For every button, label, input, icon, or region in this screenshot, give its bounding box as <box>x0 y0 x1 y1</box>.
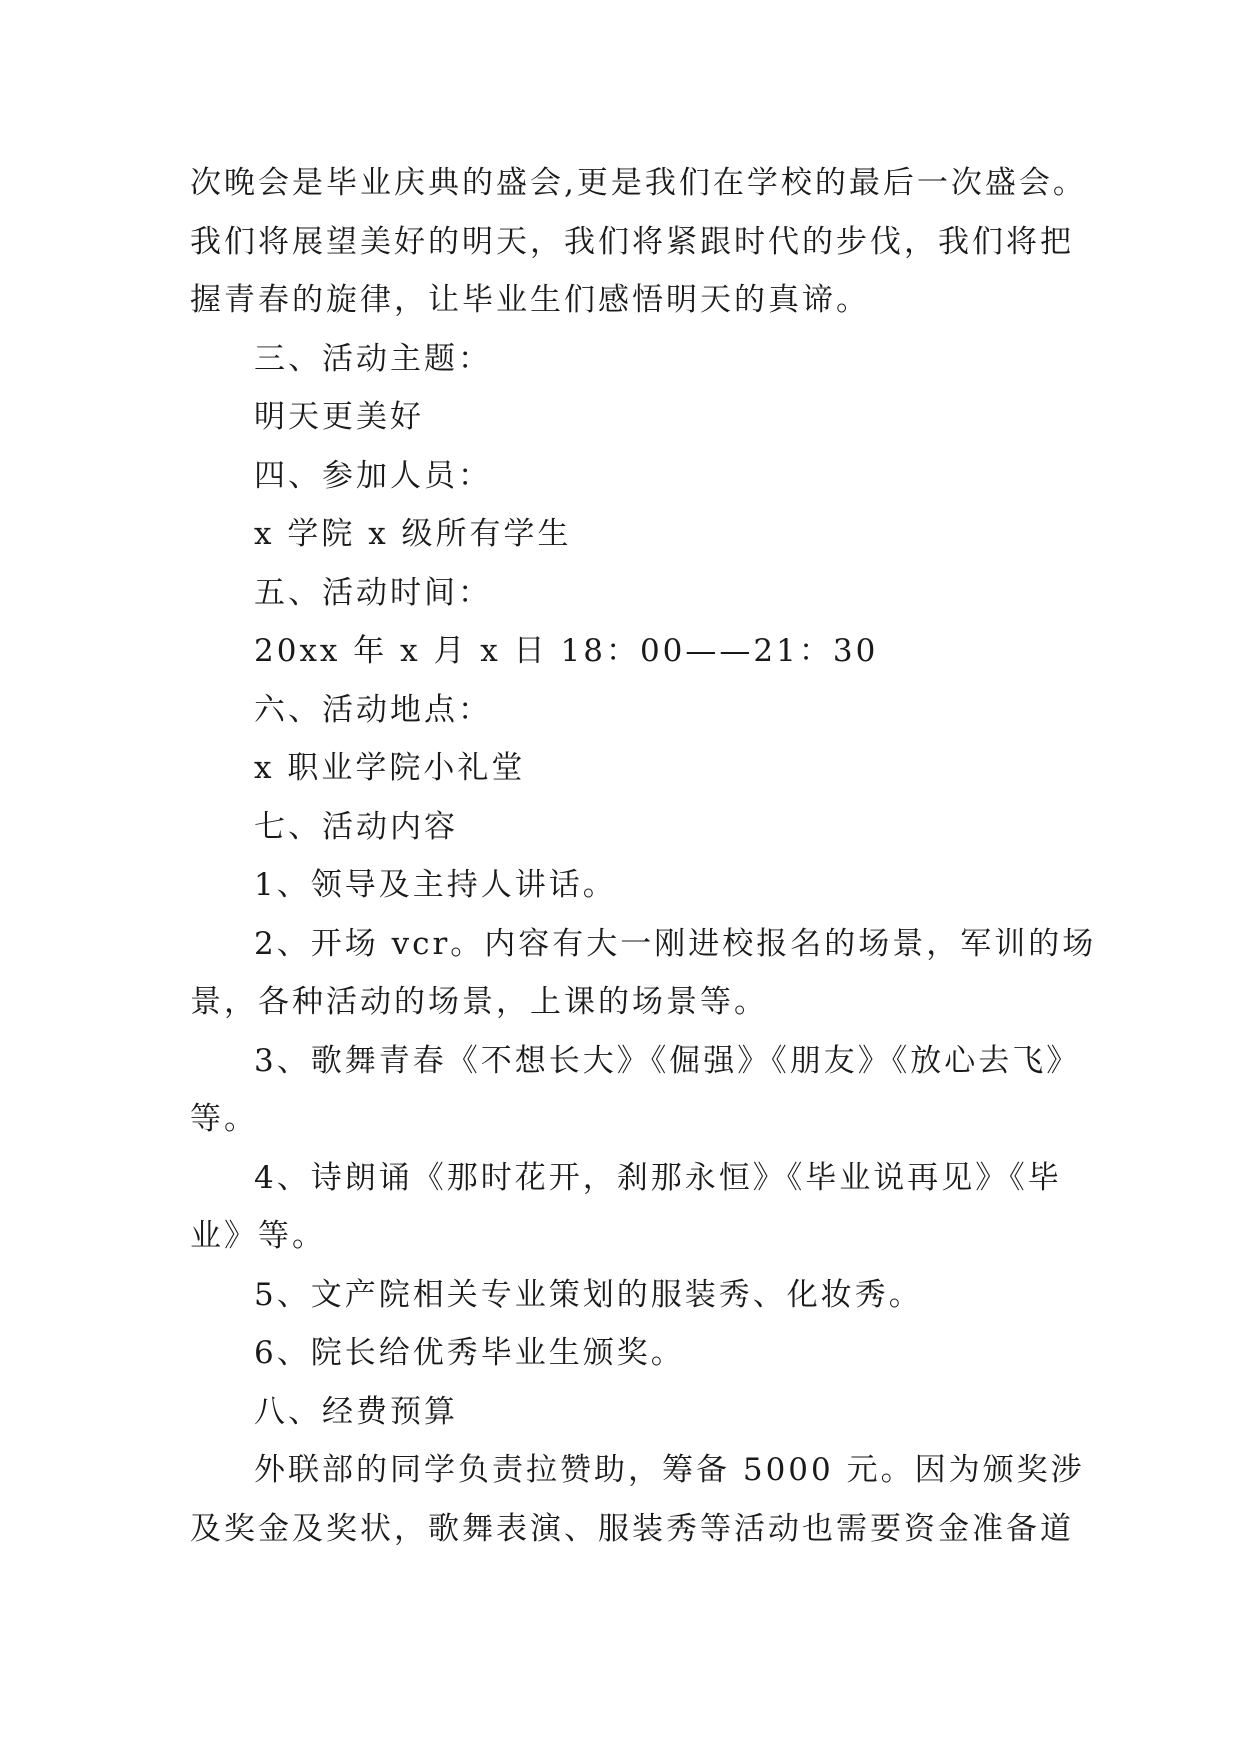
text-line: 业》等。 <box>190 1218 326 1254</box>
text-line: 七、活动内容 <box>254 808 458 845</box>
text-line: 及奖金及奖状，歌舞表演、服装秀等活动也需要资金准备道 <box>190 1510 1074 1547</box>
text-line: 次晚会是毕业庆典的盛会,更是我们在学校的最后一次盛会。 <box>190 165 1087 201</box>
text-line: 景，各种活动的场景，上课的场景等。 <box>190 984 768 1020</box>
text-line: 八、经费预算 <box>254 1393 458 1430</box>
text-line: 三、活动主题： <box>254 340 492 377</box>
text-line: 握青春的旋律，让毕业生们感悟明天的真谛。 <box>190 282 870 318</box>
text-line: 3、歌舞青春《不想长大》《倔强》《朋友》《放心去飞》 <box>254 1042 1081 1079</box>
text-line: 1、领导及主持人讲话。 <box>254 867 617 903</box>
text-line: 20xx 年 x 月 x 日 18：00——21：30 <box>254 633 879 669</box>
text-line: 等。 <box>190 1101 258 1137</box>
text-line: x 学院 x 级所有学生 <box>254 516 572 552</box>
text-line: 4、诗朗诵《那时花开，刹那永恒》《毕业说再见》《毕 <box>254 1159 1062 1196</box>
text-line: 六、活动地点： <box>254 691 492 728</box>
text-line: 四、参加人员： <box>254 457 492 494</box>
text-line: 2、开场 vcr。内容有大一刚进校报名的场景，军训的场 <box>254 925 1097 962</box>
text-line: 5、文产院相关专业策划的服装秀、化妆秀。 <box>254 1276 923 1313</box>
text-line: 外联部的同学负责拉赞助，筹备 5000 元。因为颁奖涉 <box>254 1452 1085 1488</box>
text-line: 明天更美好 <box>254 399 424 435</box>
document-body <box>190 154 1097 1558</box>
text-line: 6、院长给优秀毕业生颁奖。 <box>254 1335 685 1371</box>
text-line: 我们将展望美好的明天，我们将紧跟时代的步伐，我们将把 <box>190 223 1074 260</box>
text-line: 五、活动时间： <box>254 574 492 611</box>
text-line: x 职业学院小礼堂 <box>254 750 526 786</box>
